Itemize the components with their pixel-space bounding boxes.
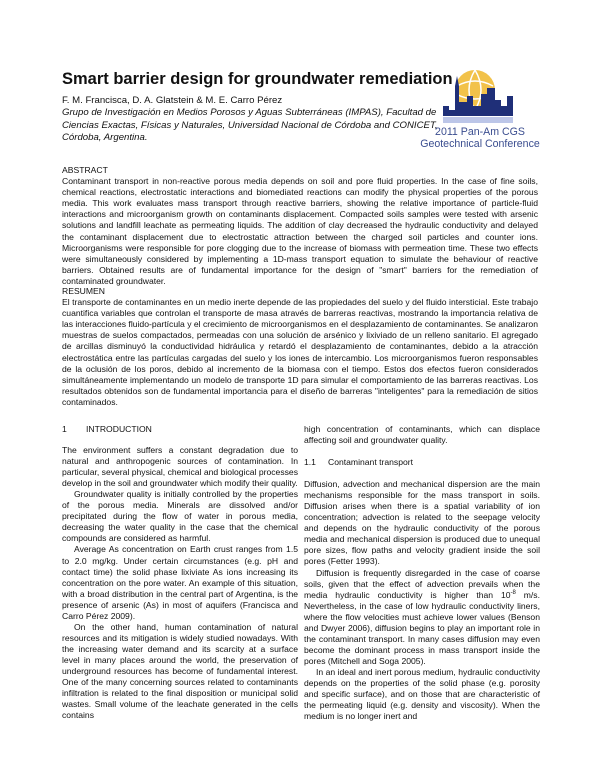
resumen-heading: RESUMEN	[62, 286, 105, 296]
paragraph: Average As concentration on Earth crust ranges from 1.5 to 2.0 mg/kg. Under certain circumstances (e.g. pH and contact time) the solid phase lixiviate As ions increasing its concentration on the pore water. An example of this situation, with a broad distribution in the central part of Argentina, is the presence of arsenic (As) in most of aquifers (Francisca and Carro Pérez 2009).	[62, 544, 298, 621]
conference-logo	[415, 66, 545, 162]
abstract-heading: ABSTRACT	[62, 165, 108, 175]
subsection-heading-contaminant-transport: 1.1 Contaminant transport	[304, 457, 414, 468]
conference-name: 2011 Pan-Am CGS Geotechnical Conference	[420, 126, 540, 150]
affiliation: Grupo de Investigación en Medios Porosos y Aguas Subterráneas (IMPAS), Facultad de Ciencias Exactas, Físicas y Naturales, Universidad Nacional de Córdoba and CONICET, Córdoba, Argentina.	[62, 107, 438, 144]
city-skyline-globe-icon	[415, 66, 545, 126]
abstract-text: Contaminant transport in non-reactive porous media depends on soil and pore fluid properties. In the case of fine soils, chemical reactions, electrostatic interactions and biomediated reactions can modify the physical properties of the porous media. This work evaluates mass transport through reactive barriers, showing the relative importance of particle-fluid interactions and microorganism growth on contaminants displacement. Compacted soils samples were tested with arsenic solutions and landfill leachate as permeating liquids. The addition of clay decreased the hydraulic conductivity and delayed the contaminant displacement due to electrostatic attraction between the charged soil particles and counter ions. Microorganisms were responsible for pore clogging due to the increase of biomass with permeation time. These two effects were simultaneously considered by implementing a 1D-mass transport equation to simulate the behaviour of reactive barriers. Obtained results are of fundamental importance for the design of "smart" barriers for the remediation of contaminated groundwater.	[62, 176, 538, 286]
resumen-section	[62, 286, 538, 408]
paragraph: Diffusion is frequently disregarded in the case of coarse soils, given that the effect of advection prevails when the media hydraulic conductivity is higher than $10^{-8}$ m/s. Nevertheless, in the case of low hydraulic conductivity liners, where the flow velocities must achieve lower values (Benson and Dwyer 2006), diffusion begins to play an important role in the contaminant transport. In many cases diffusion may even become the dominant process in mass transport inside the pores (Mitchell and Soga 2005).	[304, 567, 540, 666]
paper-title: Smart barrier design for groundwater remediation	[62, 70, 453, 88]
paragraph: high concentration of contaminants, which can displace affecting soil and groundwater quality.	[304, 424, 540, 446]
left-column	[62, 424, 298, 721]
resumen-text: El transporte de contaminantes en un medio inerte depende de las propiedades del suelo y del fluido intersticial. Este trabajo cuantifica variables que controlan el transporte de masa através de barreras reactivas, mostrando la importancia relativa de las interacciones fluido-partícula y el crecimiento de microorganismos en el desplazamiento de contaminantes. Se analizaron muestras de suelos compactados, permeadas con una solución de arsénico y lixiviado de un relleno sanitario. El agregado de arcillas disminuyó la conductividad hidráulica y retardó el desplazamiento de contaminantes, debido a la atracción electrostática entre las partículas cargadas del suelo y los iones de intercambio. Los microorganismos fueron responsables de la oclusión de los poros, debido al incremento de la biomasa con el tiempo. Estos dos efectos fueron considerados simultáneamente implementando un modelo de transporte 1D para simular el comportamiento de las barreras reactivas. Los resultados obtenidos son de fundamental importancia para el diseño de barreras "inteligentes" para la remediación de sitios contaminados.	[62, 297, 538, 407]
paragraph: The environment suffers a constant degradation due to natural and anthropogenic sources of contamination. In particular, several physical, chemical and biological processes develop in the soil and groundwater which modify their quality.	[62, 445, 298, 489]
authors: F. M. Francisca, D. A. Glatstein & M. E. Carro Pérez	[62, 95, 283, 106]
abstract-section	[62, 165, 538, 287]
paragraph: In an ideal and inert porous medium, hydraulic conductivity depends on the properties of the solid phase (e.g. porosity and specific surface), and on those that are characteristic of the permeating liquid (e.g. density and viscosity). When the medium is no longer inert and	[304, 666, 540, 722]
section-heading-introduction: 1 INTRODUCTION	[62, 424, 152, 434]
paragraph: Diffusion, advection and mechanical dispersion are the main mechanisms responsible for the mass transport in soils. Diffusion arises when there is a spatial variability of ion concentration; advection is related to the seepage velocity and depends on the hydraulic conductivity of the porous media and mechanical dispersion is produced due to unequal pore sizes, flow paths and velocity gradient inside the soil pores (Fetter 1993).	[304, 479, 540, 567]
author-block	[62, 95, 442, 145]
paragraph: On the other hand, human contamination of natural resources and its mitigation is widely studied nowadays. With the increasing water demand and its scarcity at a surface level in many places around the world, the preservation of underground resources has become of fundamental interest. One of the many concerning sources related to contaminants infiltration is related to the final disposition or municipal solid wastes. Small volume of the leachate generated in the cells contains	[62, 621, 298, 721]
paragraph: Groundwater quality is initially controlled by the properties of the porous media. Minerals are dissolved and/or precipitated during the flow of water in porous media, decreasing the water quality in the case that the chemical compounds are considered as harmful.	[62, 489, 298, 544]
right-column	[304, 424, 540, 722]
